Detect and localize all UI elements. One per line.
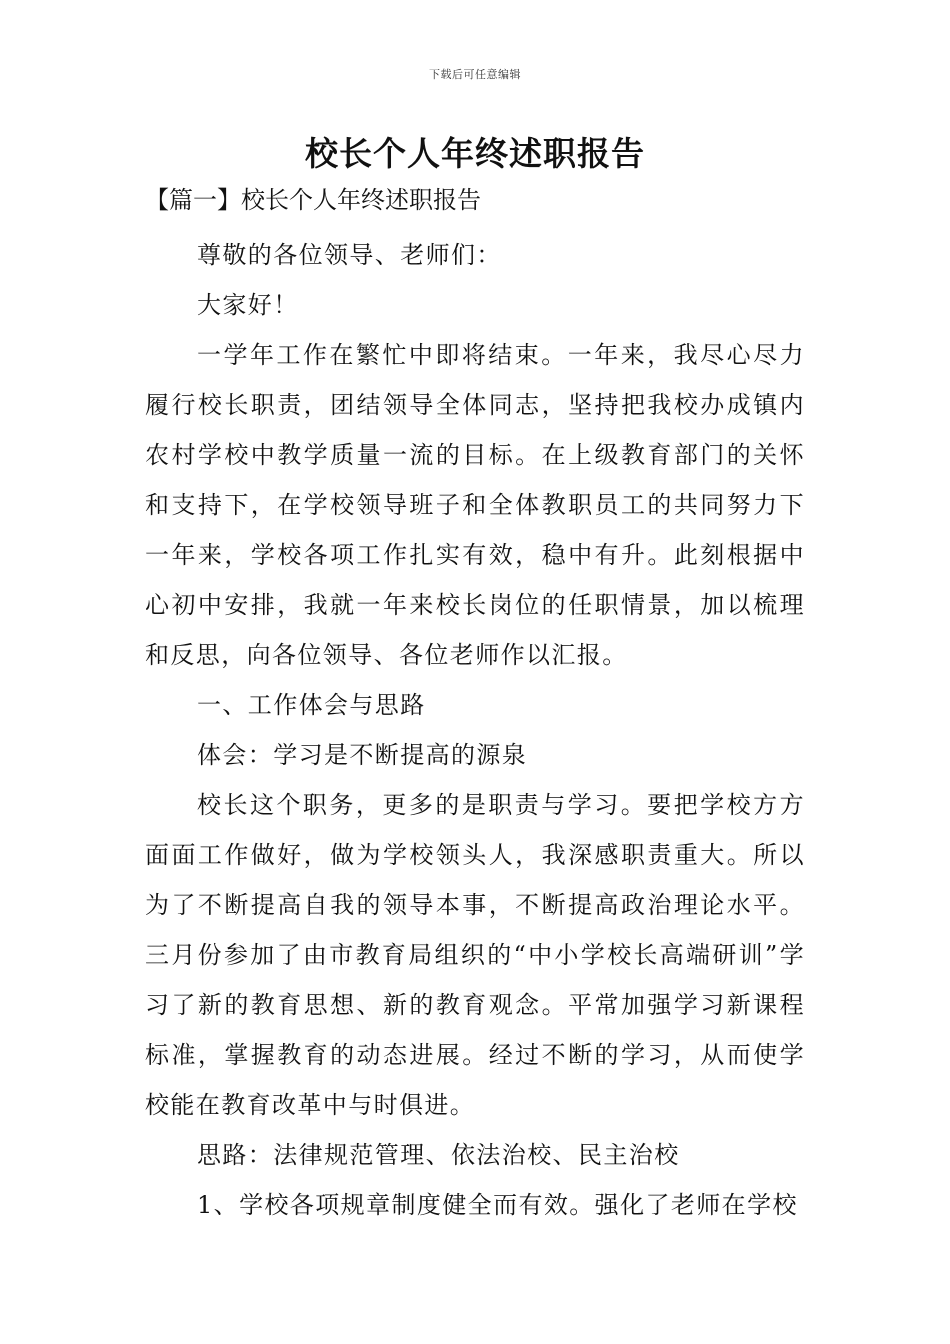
paragraph-regulations: 1、学校各项规章制度健全而有效。强化了老师在学校: [197, 1191, 798, 1219]
paragraph-learning: 校长这个职务，更多的是职责与学习。要把学校方方面面工作做好，做为学校领头人，我深感职责重大。所以为了不断提高自我的领导本事，不断提高政治理论水平。三月份参加了由市教育局组织的“中小学校长高端研训”学习了新的教育思想、新的教育观念。平常加强学习新课程标准，掌握教育的动态进展。经过不断的学习，从而使学校能在教育改革中与时俱进。: [145, 791, 805, 1119]
document-title: 校长个人年终述职报告: [305, 134, 645, 173]
paragraph-intro: 一学年工作在繁忙中即将结束。一年来，我尽心尽力履行校长职责，团结领导全体同志，坚持把我校办成镇内农村学校中教学质量一流的目标。在上级教育部门的关怀和支持下，在学校领导班子和全体教职员工的共同努力下一年来，学校各项工作扎实有效，稳中有升。此刻根据中心初中安排，我就一年来校长岗位的任职情景，加以梳理和反思，向各位领导、各位老师作以汇报。: [145, 341, 805, 669]
subheading-work-thoughts: 一、工作体会与思路: [197, 691, 426, 719]
subheading-experience: 体会：学习是不断提高的源泉: [197, 741, 528, 769]
hello-line: 大家好！: [197, 291, 299, 319]
greeting-line: 尊敬的各位领导、老师们：: [197, 241, 502, 269]
header-note: 下载后可任意编辑: [429, 68, 521, 81]
section-heading: 【篇一】校长个人年终述职报告: [145, 186, 481, 214]
document-body: [145, 180, 805, 1230]
subheading-approach: 思路：法律规范管理、依法治校、民主治校: [197, 1141, 680, 1169]
